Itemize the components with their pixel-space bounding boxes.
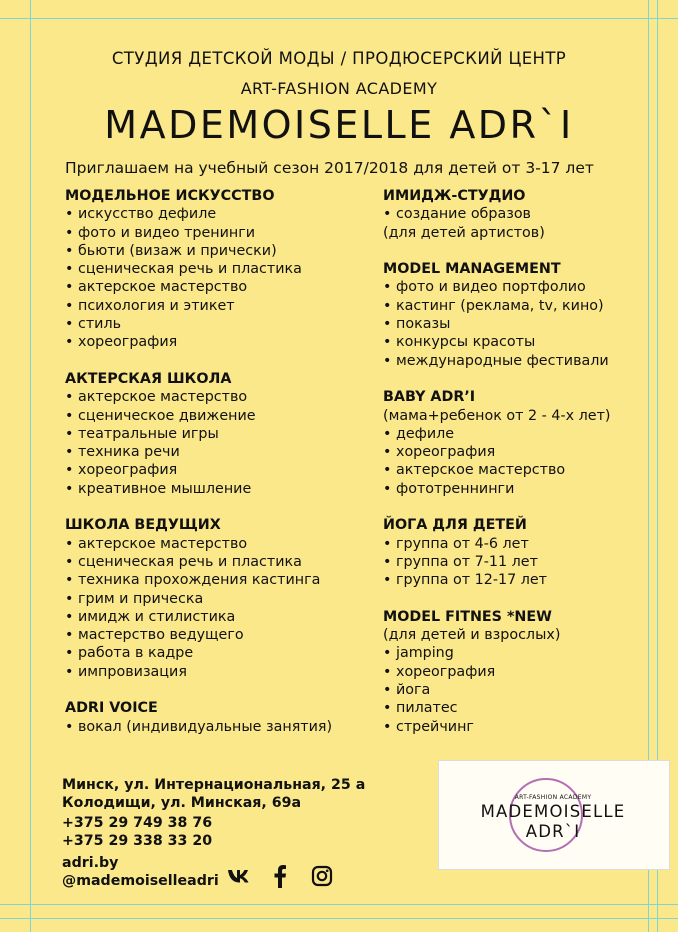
list-item: • йога xyxy=(383,682,431,699)
list-item: • группа от 4-6 лет xyxy=(383,535,529,552)
right-column xyxy=(383,187,610,736)
list-item: • jamping xyxy=(383,645,454,662)
brand-title: MADEMOISELLE ADR`I xyxy=(104,103,574,147)
list-item: • группа от 12-17 лет xyxy=(383,572,547,589)
list-item: • вокал (индивидуальные занятия) xyxy=(65,718,333,735)
list-item: • хореография xyxy=(383,663,496,680)
list-item: • искусство дефиле xyxy=(65,206,217,223)
phones xyxy=(62,815,212,850)
guide-line xyxy=(0,904,678,905)
section-title: ИМИДЖ-СТУДИО xyxy=(383,188,526,204)
list-item: • грим и прическа xyxy=(65,590,204,607)
list-item: • фототреннинги xyxy=(383,480,515,497)
list-item: • пилатес xyxy=(383,700,458,717)
course-section xyxy=(383,260,610,370)
list-item: • креативное мышление xyxy=(65,480,252,497)
web-contacts xyxy=(62,855,219,890)
list-item: • конкурсы красоты xyxy=(383,334,536,351)
list-item: • имидж и стилистика xyxy=(65,608,236,625)
logo-adri: ADR`I xyxy=(525,822,581,841)
list-item: • стиль xyxy=(65,316,122,333)
list-item: • сценическая речь и пластика xyxy=(65,261,302,278)
course-section xyxy=(383,187,610,242)
list-item: • фото и видео тренинги xyxy=(65,224,256,241)
section-title: АКТЕРСКАЯ ШКОЛА xyxy=(65,370,232,387)
address-kolodishchi: Колодищи, ул. Минская, 69а xyxy=(62,794,302,811)
course-section xyxy=(383,388,610,498)
list-item: • актерское мастерство xyxy=(65,279,248,296)
list-item: • психология и этикет xyxy=(65,297,235,314)
list-item: • международные фестивали xyxy=(383,352,609,369)
list-item: • актерское мастерство xyxy=(65,535,248,552)
season-invitation: Приглашаем на учебный сезон 2017/2018 для детей от 3-17 лет xyxy=(65,159,594,177)
header-subtitle: СТУДИЯ ДЕТСКОЙ МОДЫ / ПРОДЮСЕРСКИЙ ЦЕНТР xyxy=(111,49,567,68)
list-item: • группа от 7-11 лет xyxy=(383,553,538,570)
list-item: • бьюти (визаж и прически) xyxy=(65,242,277,259)
list-item: • актерское мастерство xyxy=(383,462,566,479)
list-item: (мама+ребенок от 2 - 4-х лет) xyxy=(383,407,611,424)
list-item: (для детей и взрослых) xyxy=(383,627,561,644)
section-title: ADRI VOICE xyxy=(65,700,158,717)
instagram-icon[interactable] xyxy=(309,863,335,889)
list-item: • создание образов xyxy=(383,206,531,223)
phone-number[interactable]: +375 29 338 33 20 xyxy=(62,832,213,849)
website-link[interactable]: adri.by xyxy=(62,855,119,871)
address-minsk: Минск, ул. Интернациональная, 25 а xyxy=(62,777,366,793)
section-title: ЙОГА ДЛЯ ДЕТЕЙ xyxy=(383,517,527,534)
section-title: ШКОЛА ВЕДУЩИХ xyxy=(65,517,221,534)
course-section xyxy=(383,608,610,736)
list-item: (для детей артистов) xyxy=(383,224,545,241)
section-title: MODEL MANAGEMENT xyxy=(383,261,561,278)
phone-number[interactable]: +375 29 749 38 76 xyxy=(62,815,213,831)
list-item: • техника прохождения кастинга xyxy=(65,572,321,589)
list-item: • показы xyxy=(383,316,451,333)
list-item: • работа в кадре xyxy=(65,645,194,662)
list-item: • театральные игры xyxy=(65,425,219,442)
course-section xyxy=(65,699,332,736)
social-handle[interactable]: @mademoiselleadri xyxy=(62,872,219,889)
logo-academy-label: ART-FASHION ACADEMY xyxy=(514,794,592,801)
vk-icon[interactable] xyxy=(226,863,252,889)
list-item: • хореография xyxy=(65,334,178,351)
course-section xyxy=(65,187,332,352)
list-item: • хореография xyxy=(383,444,496,461)
list-item: • мастерство ведущего xyxy=(65,627,244,644)
list-item: • кастинг (реклама, tv, кино) xyxy=(383,297,604,314)
list-item: • стрейчинг xyxy=(383,718,474,735)
section-title: BABY ADR’I xyxy=(383,389,476,406)
list-item: • сценическая речь и пластика xyxy=(65,553,302,570)
left-column xyxy=(65,187,332,736)
list-item: • актерское мастерство xyxy=(65,389,248,406)
course-section xyxy=(65,516,332,681)
addresses xyxy=(62,777,365,812)
list-item: • сценическое движение xyxy=(65,407,256,424)
logo-name: MADEMOISELLE xyxy=(480,802,626,821)
list-item: • техника речи xyxy=(65,444,180,461)
academy-name: ART-FASHION ACADEMY xyxy=(240,79,438,98)
course-section xyxy=(65,370,332,498)
guide-line xyxy=(0,18,678,19)
facebook-icon[interactable] xyxy=(267,863,293,889)
list-item: • фото и видео портфолио xyxy=(383,279,586,296)
list-item: • импровизация xyxy=(65,663,187,680)
guide-line xyxy=(0,918,678,919)
section-title: MODEL FITNES *NEW xyxy=(383,608,552,625)
list-item: • дефиле xyxy=(383,425,455,442)
list-item: • хореография xyxy=(65,462,178,479)
section-title: МОДЕЛЬНОЕ ИСКУССТВО xyxy=(65,188,275,204)
course-section xyxy=(383,516,610,589)
